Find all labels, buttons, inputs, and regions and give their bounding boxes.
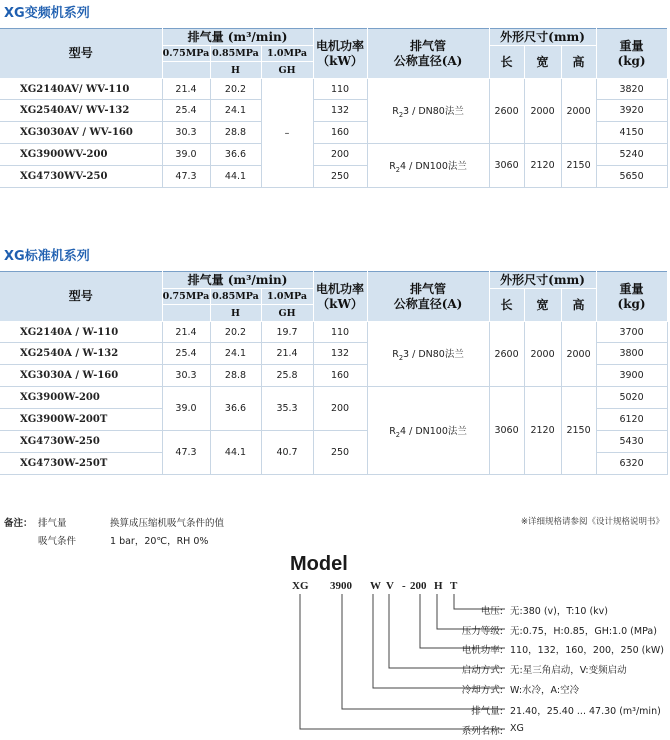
code-air: 3900 <box>330 580 352 592</box>
col-weight: 重量 (kg) <box>596 29 667 79</box>
table-row: XG3900W-200 39.0 36.6 35.3 200 $R_24 / DN100$法兰 3060 2120 2150 5020 <box>0 387 667 409</box>
col-air: 排气量 (m³/min) <box>162 29 313 46</box>
col-p1: 0.75MPa <box>162 46 210 62</box>
spec-reference-note: ※详细规格请参阅《设计规格说明书》 <box>520 517 664 527</box>
gh-dash: – <box>261 79 313 188</box>
col-motor: 电机功率 （kW） <box>313 29 367 79</box>
pipe-b: $R_24 / DN100$法兰 <box>367 144 489 188</box>
table-row: XG3900W-200T 6120 <box>0 409 667 431</box>
code-cooling: W <box>370 580 381 592</box>
col-dim: 外形尺寸(mm) <box>489 29 596 46</box>
table-row: XG4730WV-250 47.3 44.1 250 5650 <box>0 166 667 188</box>
code-dash: - <box>402 580 406 592</box>
table-row: XG3030A / W-160 30.3 28.8 25.8 160 3900 <box>0 365 667 387</box>
code-voltage: T <box>450 580 458 592</box>
col-hei: 高 <box>561 46 596 79</box>
col-pipe: 排气管 公称直径(A) <box>367 29 489 79</box>
col-model: 型号 <box>0 29 162 79</box>
table-row: XG2140AV/ WV-110 21.4 20.2 – 110 $R_23 / DN80$法兰 2600 2000 2000 3820 <box>0 79 667 100</box>
table-row: XG3900WV-200 39.0 36.6 200 $R_24 / DN100$法兰 3060 2120 2150 5240 <box>0 144 667 166</box>
col-wid: 宽 <box>524 46 561 79</box>
col-gh: GH <box>261 62 313 79</box>
col-h: H <box>210 62 261 79</box>
std-spec-table: 型号 排气量 (m³/min) 电机功率 （kW） 排气管 公称直径(A) 外形尺寸(mm) 重量 (kg) 0.75MPa 0.85MPa 1.0MPa 长 宽 高 H GH XG2140A / W-110 21.4 20.2 19.7 110 $R_23 / DN80$法兰 2600 2000 2000 3700 XG2540A / W-132 25.4 24.1 21.4 132 3800 XG3030A / W-160 30.3 28.8 25.8 160 3900 XG3900W-200 39.0 36.6 35.3 200 $R_24 / DN100$法兰 3060 2120 2150 5020 XG3900W-200T 6120 XG4730W-250 47.3 44.1 40.7 250 5430 XG4730W-250T 6320 <box>0 271 668 475</box>
table-row: XG2540AV/ WV-132 25.4 24.1 132 3920 <box>0 100 667 122</box>
code-motor: 200 <box>410 580 427 592</box>
table-row: XG2140A / W-110 21.4 20.2 19.7 110 $R_23 / DN80$法兰 2600 2000 2000 3700 <box>0 322 667 343</box>
notes-label: 备注： <box>4 518 33 529</box>
notes: 备注： 排气量 换算成压缩机吸气条件的值 吸气条件 1 bar，20℃，RH 0% <box>4 515 224 551</box>
col-len: 长 <box>489 46 524 79</box>
table-row: XG2540A / W-132 25.4 24.1 21.4 132 3800 <box>0 343 667 365</box>
section-title-vfd: XG变频机系列 <box>4 6 90 21</box>
col-p3: 1.0MPa <box>261 46 313 62</box>
table-row: XG4730W-250 47.3 44.1 40.7 250 5430 <box>0 431 667 453</box>
table-row: XG3030AV / WV-160 30.3 28.8 160 4150 <box>0 122 667 144</box>
table-row: XG4730W-250T 6320 <box>0 453 667 475</box>
pipe-a: $R_23 / DN80$法兰 <box>367 79 489 144</box>
section-title-std: XG标准机系列 <box>4 249 90 264</box>
code-start: V <box>386 580 394 592</box>
code-series: XG <box>292 580 309 592</box>
code-pressure: H <box>434 580 443 592</box>
col-p2: 0.85MPa <box>210 46 261 62</box>
model-title: Model <box>290 553 348 575</box>
